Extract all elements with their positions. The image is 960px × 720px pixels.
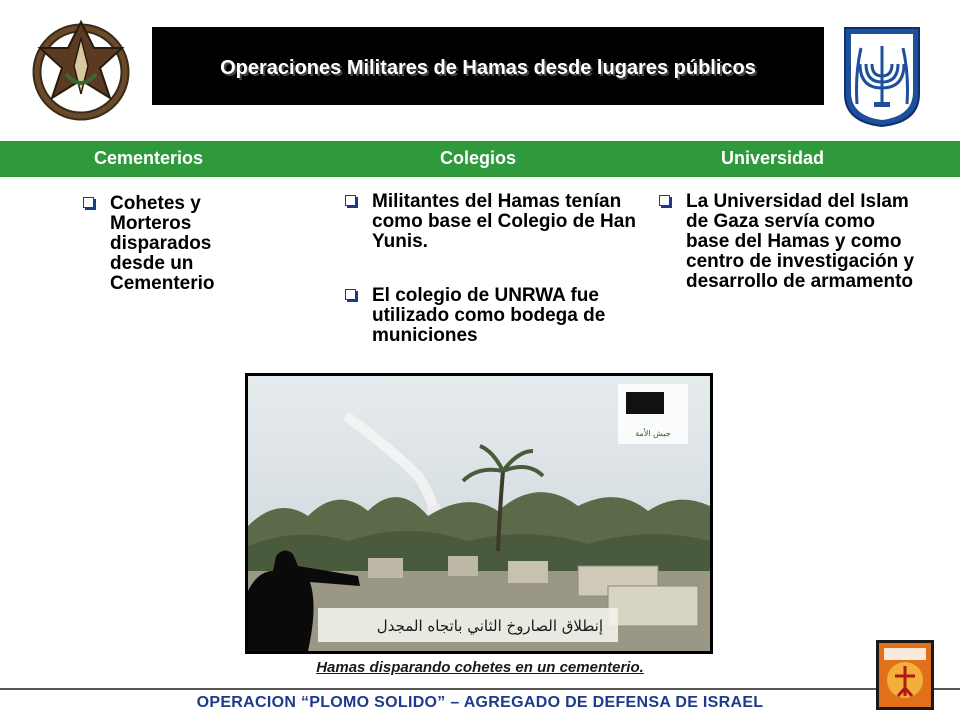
photo-overlay-text: إنطلاق الصاروخ الثاني باتجاه المجدل	[376, 617, 603, 635]
cemetery-bullet	[110, 194, 270, 294]
unit-badge-icon	[876, 640, 934, 710]
university-bullet-text: La Universidad del Islam de Gaza servía como base del Hamas y como centro de investigación y desarrollo de armamento	[686, 191, 915, 292]
photo-logo-text: جيش الأمة	[635, 429, 671, 438]
square-bullet-icon	[83, 197, 94, 208]
idf-emblem-icon	[26, 14, 136, 124]
university-bullet	[686, 192, 916, 292]
square-bullet-icon	[345, 195, 356, 206]
category-bar	[0, 141, 960, 177]
page-title: Operaciones Militares de Hamas desde lugares públicos	[220, 57, 756, 79]
rocket-launch-photo	[245, 373, 713, 654]
footer-divider	[0, 688, 960, 690]
square-bullet-icon	[345, 289, 356, 300]
title-banner	[152, 27, 824, 105]
square-bullet-icon	[659, 195, 670, 206]
category-schools: Colegios	[440, 148, 517, 168]
state-of-israel-emblem-icon	[841, 24, 923, 128]
schools-bullet-2	[372, 286, 647, 346]
photo-caption: Hamas disparando cohetes en un cementerio.	[316, 659, 644, 676]
cemetery-bullet-text: Cohetes y Morteros disparados desde un Cementerio	[110, 193, 215, 294]
schools-bullet-2-text: El colegio de UNRWA fue utilizado como bodega de municiones	[372, 285, 606, 346]
schools-bullet-1	[372, 192, 642, 252]
category-cemeteries: Cementerios	[94, 148, 204, 168]
category-university: Universidad	[721, 148, 825, 168]
footer-text: OPERACION “PLOMO SOLIDO” – AGREGADO DE DEFENSA DE ISRAEL	[196, 694, 764, 711]
schools-bullet-1-text: Militantes del Hamas tenían como base el Colegio de Han Yunis.	[372, 191, 636, 252]
